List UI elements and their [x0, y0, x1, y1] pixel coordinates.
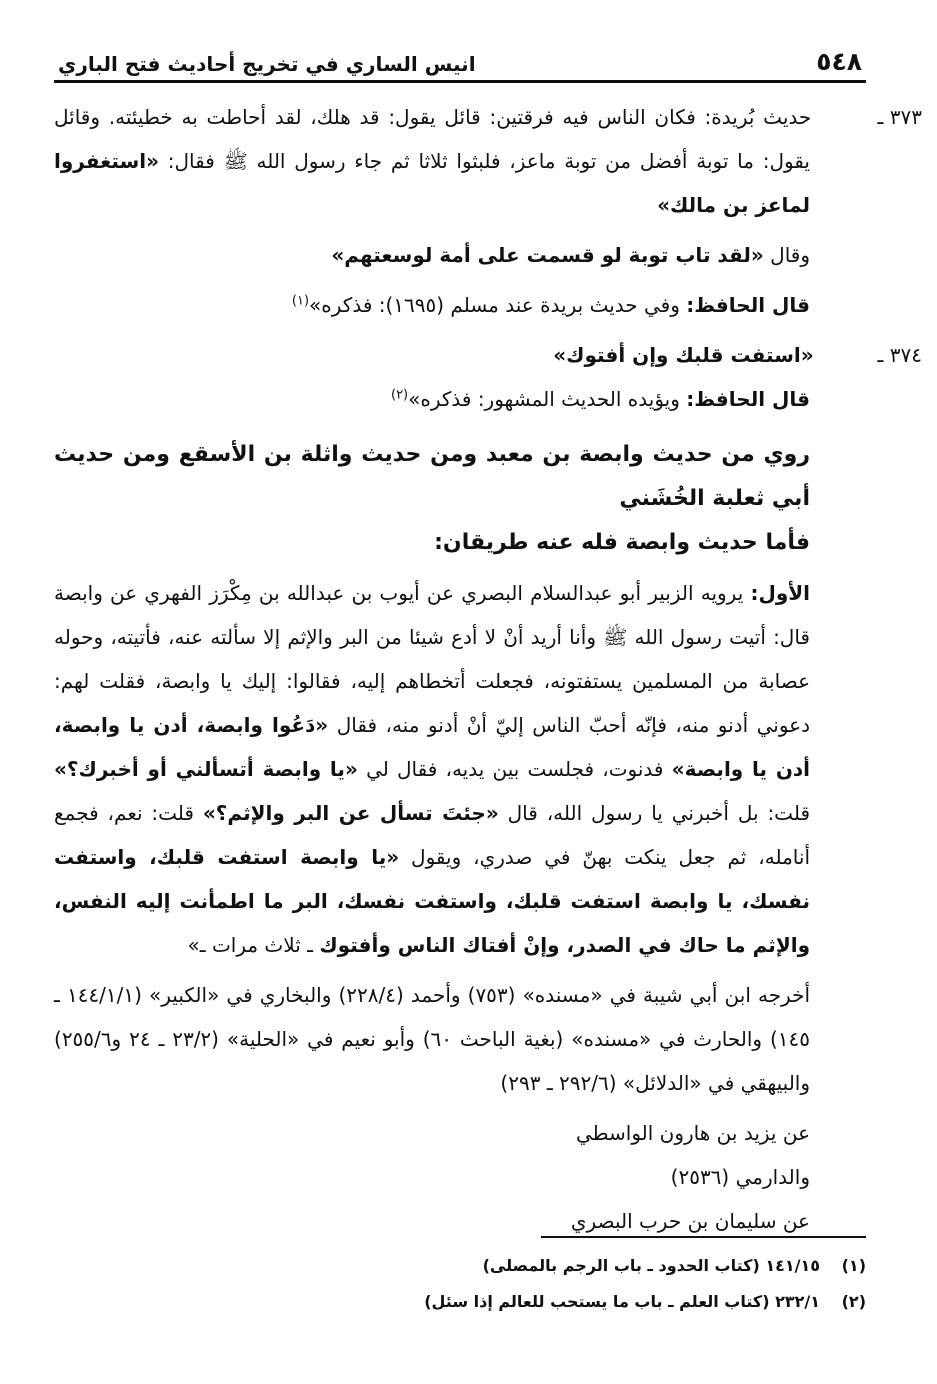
page-number: ٥٤٨: [816, 47, 862, 76]
amma-heading: فأما حديث وابصة فله عنه طريقان:: [434, 530, 810, 555]
prophetic-quote: «لقد تاب توبة لو قسمت على أمة لوسعتهم»: [331, 243, 764, 267]
page-header: [54, 40, 866, 83]
footnotes: [54, 1248, 866, 1320]
first-route: [54, 571, 866, 967]
hafiz-comment-374: [54, 377, 866, 421]
hadith-373-addendum: [54, 233, 866, 277]
footnote-ref[interactable]: (١): [291, 293, 310, 309]
prophetic-quote: «يا وابصة أتسألني أو أخبرك؟»: [54, 757, 358, 781]
hadith-number: ٣٧٣ ـ: [877, 105, 922, 129]
first-route-label: الأول:: [750, 581, 810, 605]
hadith-374: [54, 333, 922, 377]
hafiz-comment-373: [54, 283, 866, 327]
hafiz-text: ويؤيده الحديث المشهور: فذكره»: [408, 387, 680, 411]
route-text: قلت: نعم، فجمع أنامله، ثم جعل ينكت بهنّ في صدري، ويقول: [54, 801, 810, 869]
hadith-number: ٣٧٤ ـ: [877, 343, 922, 367]
footnote-text: ٢٣٢/١ (كتاب العلم ـ باب ما يستحب للعالم إذا سئل): [424, 1292, 820, 1311]
footnote-number: (٢): [841, 1292, 866, 1311]
hadith-text: حديث بُريدة: فكان الناس فيه فرقتين: قائل يقول: قد هلك، لقد أحاطت به خطيئته. وقائل يقول: ما توبة أفضل من توبة ماعز، فلبثوا ثلاثا ثم جاء رسول الله ﷺ فقال:: [54, 105, 812, 173]
route-text: فدنوت، فجلست بين يديه، فقال لي: [366, 757, 664, 781]
route-text: ـ ثلاث مرات ـ»: [187, 933, 313, 957]
footnote-item: [54, 1284, 866, 1320]
route-text: يرويه الزبير أبو عبدالسلام البصري عن أيوب بن عبدالله بن مِكْرَز الفهري عن وابصة قال: أتيت رسول الله ﷺ وأنا أريد أنْ لا أدع شيئا من البر والإثم إلا سألته عنه، فأتيته، وحوله عصابة من المسلمين يستفتونه، فجعلت أتخطاهم إليه، فقالوا: إليك يا وابصة، فقلت لهم: دعوني أدنو منه، فإنّه أحبّ الناس إليّ أنْ أدنو منه، فقال: [54, 581, 811, 737]
running-title: انيس الساري في تخريج أحاديث فتح الباري: [58, 52, 476, 76]
route-text: قلت: بل أخبرني يا رسول الله، قال: [507, 801, 811, 825]
chain-line: عن سليمان بن حرب البصري: [570, 1209, 810, 1233]
chain-line: عن يزيد بن هارون الواسطي: [575, 1121, 810, 1145]
footnote-divider: [541, 1236, 866, 1238]
prophetic-quote: «يا وابصة استفت قلبك، واستفت نفسك، يا وابصة استفت قلبك، واستفت نفسك، البر ما اطمأنت إليه النفس، والإثم ما حاك في الصدر، وإنْ أفتاك الناس وأفتوك: [54, 845, 810, 957]
footnote-item: [54, 1248, 866, 1284]
footnote-text: ١٤١/١٥ (كتاب الحدود ـ باب الرجم بالمصلى): [482, 1256, 820, 1275]
hafiz-text: وفي حديث بريدة عند مسلم (١٦٩٥): فذكره»: [309, 293, 680, 317]
prophetic-quote: «استغفروا لماعز بن مالك»: [54, 149, 810, 217]
wa-qal-text: وقال: [770, 243, 810, 267]
chain-line: والدارمي (٢٥٣٦): [670, 1165, 810, 1189]
prophetic-quote: «دَعُوا وابصة، أدن يا وابصة، أدن يا وابصة»: [54, 713, 811, 781]
hafiz-label: قال الحافظ:: [686, 293, 810, 317]
prophetic-quote: «استفت قلبك وإن أفتوك»: [553, 343, 814, 367]
takhrij-paragraph: أخرجه ابن أبي شيبة في «مسنده» (٧٥٣) وأحمد (٢٢٨/٤) والبخاري في «الكبير» (١٤٤/١/١ ـ ١٤٥) والحارث في «مسنده» (بغية الباحث ٦٠) وأبو نعيم في «الحلية» (٢٣/٢ ـ ٢٤ و٢٥٥/٦) والبيهقي في «الدلائل» (٢٩٢/٦ ـ ٢٩٣): [54, 983, 811, 1095]
rowiya-heading: روي من حديث وابصة بن معبد ومن حديث واثلة بن الأسقع ومن حديث أبي ثعلبة الخُشَني: [54, 442, 810, 511]
hadith-373: [54, 95, 922, 227]
book-page: [54, 40, 922, 1360]
footnote-ref[interactable]: (٢): [390, 387, 409, 403]
hafiz-label: قال الحافظ:: [686, 387, 810, 411]
footnote-number: (١): [841, 1256, 866, 1275]
prophetic-quote: «جئتَ تسأل عن البر والإثم؟»: [202, 801, 499, 825]
page-body: [54, 95, 922, 1243]
